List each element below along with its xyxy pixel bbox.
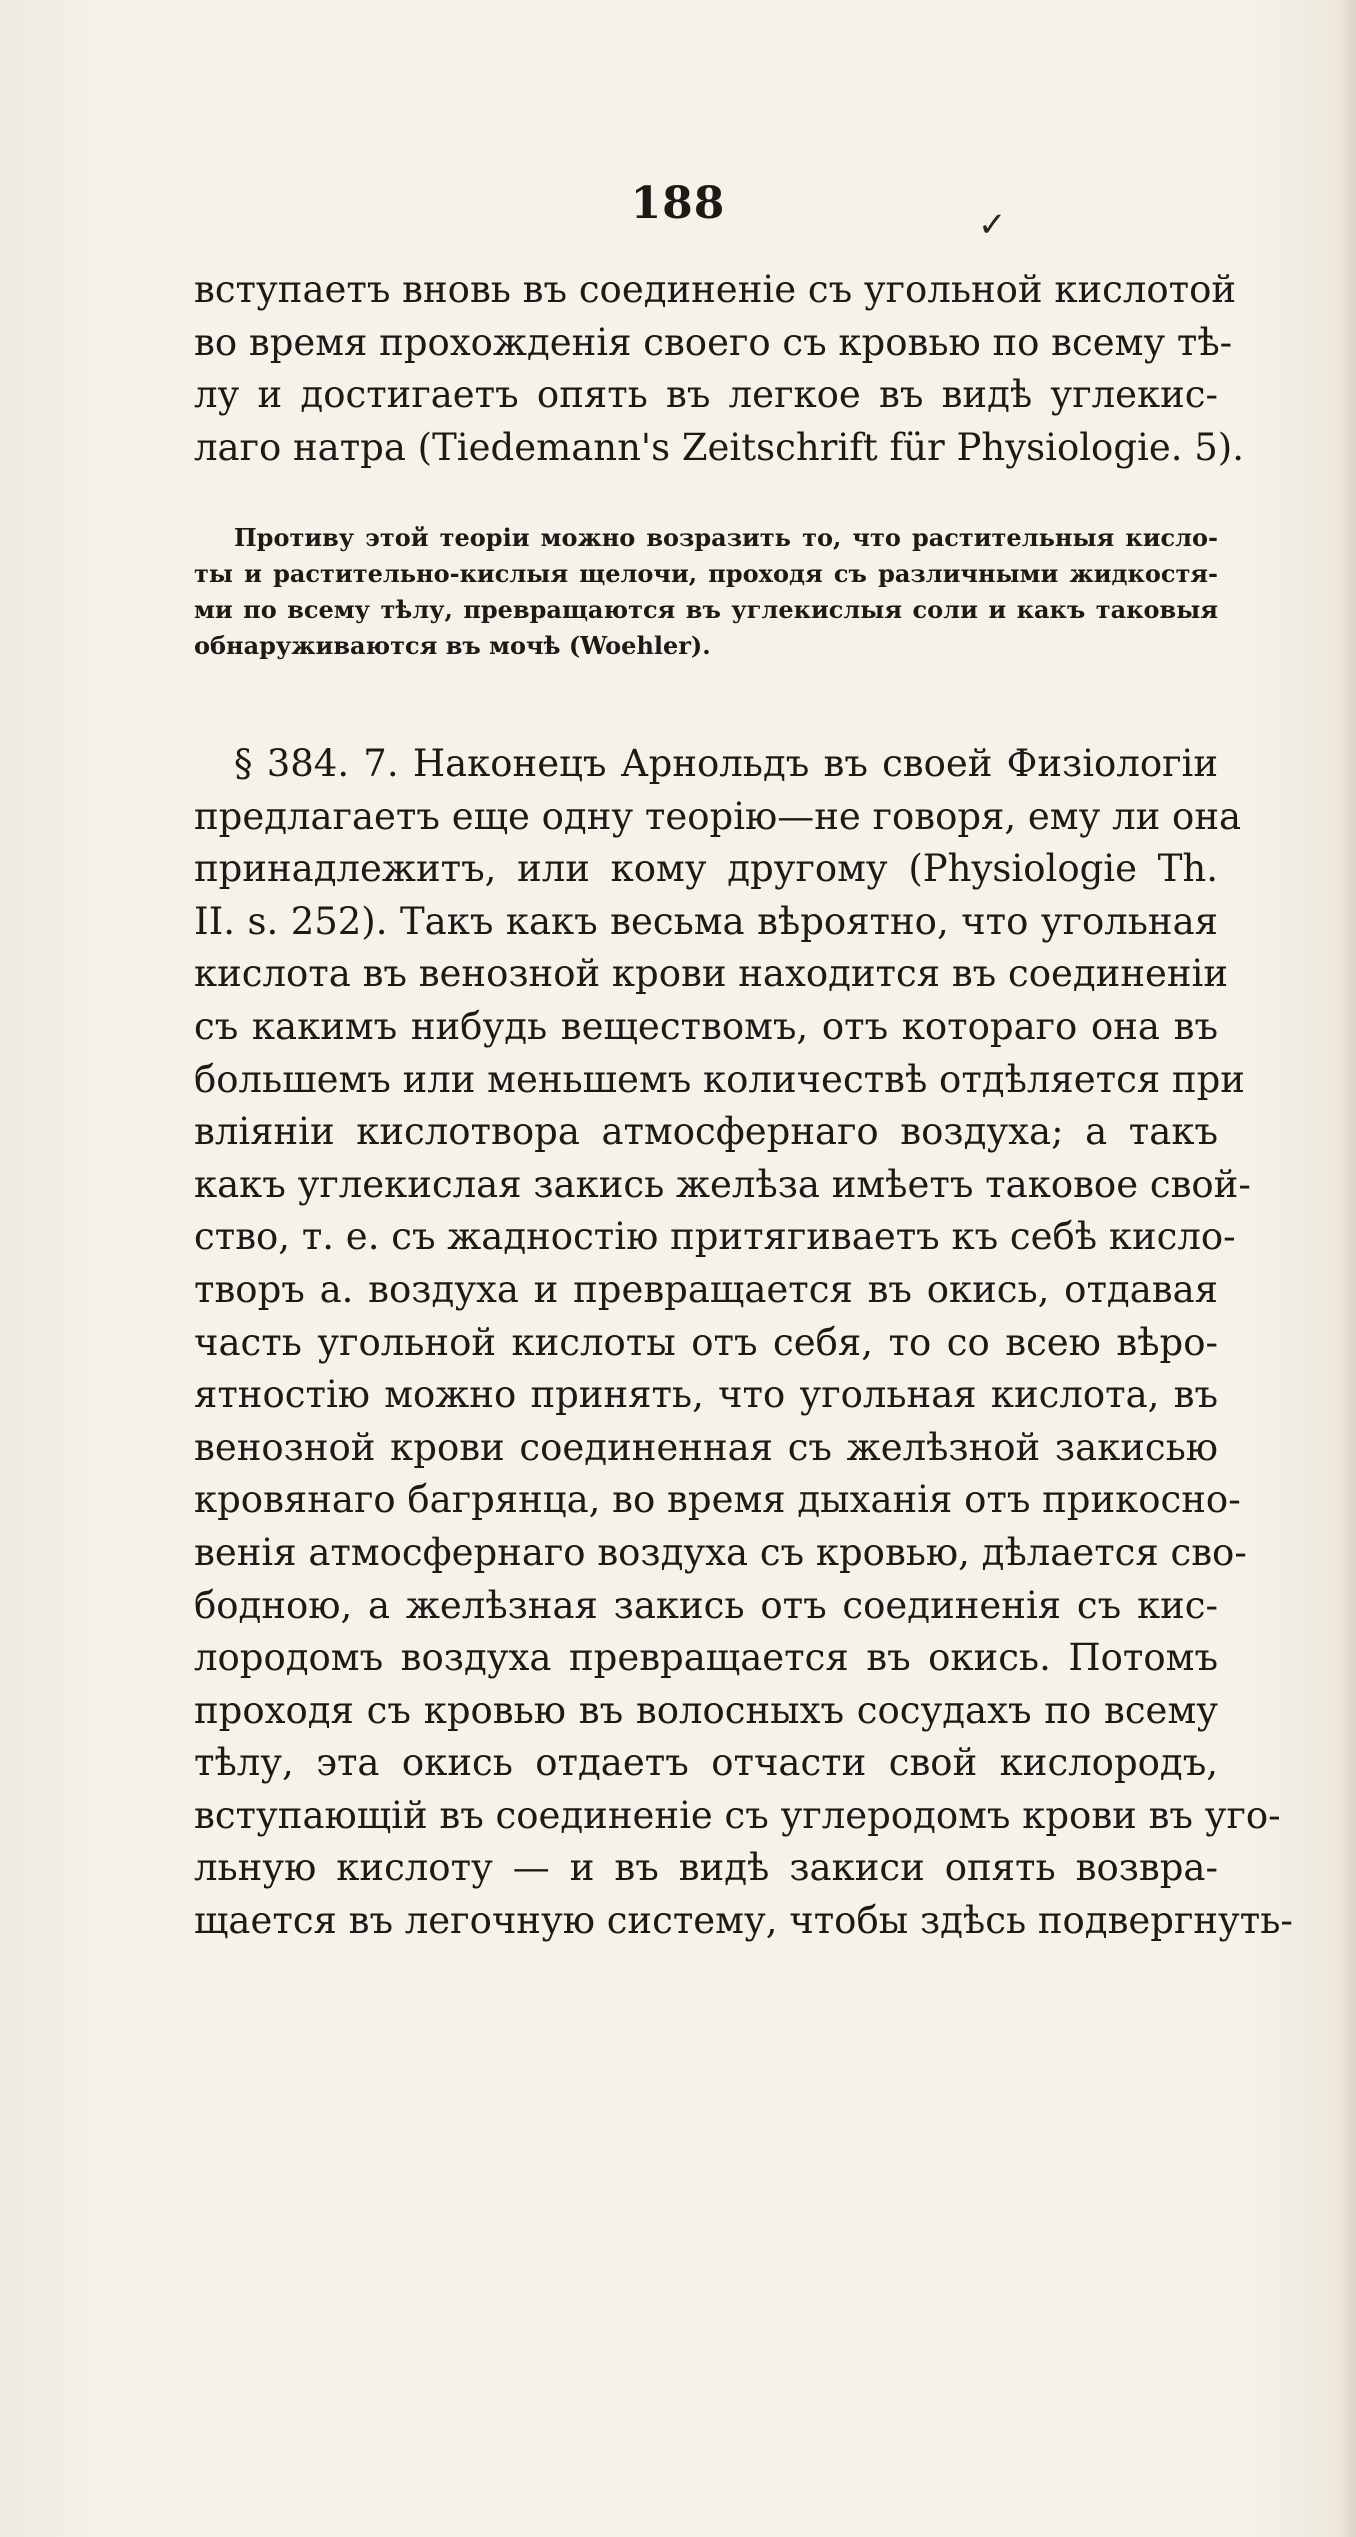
text-line: кровянаго багрянца, во время дыханія отъ прикосно-: [194, 1478, 1241, 1522]
text-line: льную кислоту — и въ видѣ закиси опять возвра-: [194, 1846, 1218, 1890]
text-line: венія атмосфернаго воздуха съ кровью, дѣлается сво-: [194, 1530, 1247, 1574]
text-line: проходя съ кровью въ волосныхъ сосудахъ по всему: [194, 1688, 1218, 1732]
text-line: какъ углекислая закись желѣза имѣетъ таковое свой-: [194, 1162, 1251, 1206]
text-line: предлагаетъ еще одну теорію—не говоря, ему ли она: [194, 794, 1242, 838]
footnote-line: Противу этой теоріи можно возразить то, что растительныя кисло-: [234, 523, 1218, 552]
section-heading-line: § 384. 7. Наконецъ Арнольдъ въ своей Физіологіи: [234, 742, 1218, 785]
text-line: во время прохожденія своего съ кровью по всему тѣ-: [194, 320, 1233, 364]
text-line: тѣлу, эта окись отдаетъ отчасти свой кислородъ,: [194, 1741, 1218, 1785]
text-line: съ какимъ нибудь веществомъ, отъ котораго она въ: [194, 1004, 1218, 1048]
check-mark-icon: ✓: [978, 205, 1007, 245]
footnote-line: ты и растительно-кислыя щелочи, проходя съ различными жидкостя-: [194, 559, 1218, 588]
text-line: II. s. 252). Такъ какъ весьма вѣроятно, что угольная: [194, 899, 1218, 943]
text-line: творъ а. воздуха и превращается въ окись, отдавая: [194, 1267, 1218, 1311]
text-line: принадлежитъ, или кому другому (Physiologie Th.: [194, 847, 1218, 891]
text-line: вступаетъ вновь въ соединеніе съ угольной кислотой: [194, 268, 1237, 311]
text-line: лу и достигаетъ опять въ легкое въ видѣ углекис-: [194, 373, 1218, 417]
text-line: лородомъ воздуха превращается въ окись. Потомъ: [194, 1636, 1218, 1680]
text-line: ятностію можно принять, что угольная кислота, въ: [194, 1373, 1218, 1417]
text-line: венозной крови соединенная съ желѣзной закисью: [194, 1425, 1218, 1469]
text-line: вліяніи кислотвора атмосфернаго воздуха; а такъ: [194, 1110, 1218, 1154]
page-edge-shadow: [1340, 0, 1356, 2537]
text-line: кислота въ венозной крови находится въ соединеніи: [194, 952, 1229, 996]
text-line: лаго натра (Tiedemann's Zeitschrift für Physiologie. 5).: [194, 425, 1245, 469]
text-line: бодною, а желѣзная закись отъ соединенія съ кис-: [194, 1583, 1218, 1627]
footnote-line: обнаруживаются въ мочѣ (Woehler).: [194, 631, 711, 660]
section-384-paragraph: [194, 738, 1293, 1948]
top-paragraph: [194, 264, 1245, 474]
text-line: вступающій въ соединеніе съ углеродомъ крови въ уго-: [194, 1793, 1281, 1837]
footnote: [194, 520, 1218, 664]
page-number: 188: [630, 178, 726, 229]
text-line: щается въ легочную систему, чтобы здѣсь подвергнуть-: [194, 1899, 1293, 1943]
text-line: большемъ или меньшемъ количествѣ отдѣляется при: [194, 1057, 1245, 1101]
text-line: ство, т. е. съ жадностію притягиваетъ къ себѣ кисло-: [194, 1215, 1236, 1259]
footnote-line: ми по всему тѣлу, превращаются въ углекислыя соли и какъ таковыя: [194, 595, 1218, 624]
text-line: часть угольной кислоты отъ себя, то со всею вѣро-: [194, 1320, 1218, 1364]
